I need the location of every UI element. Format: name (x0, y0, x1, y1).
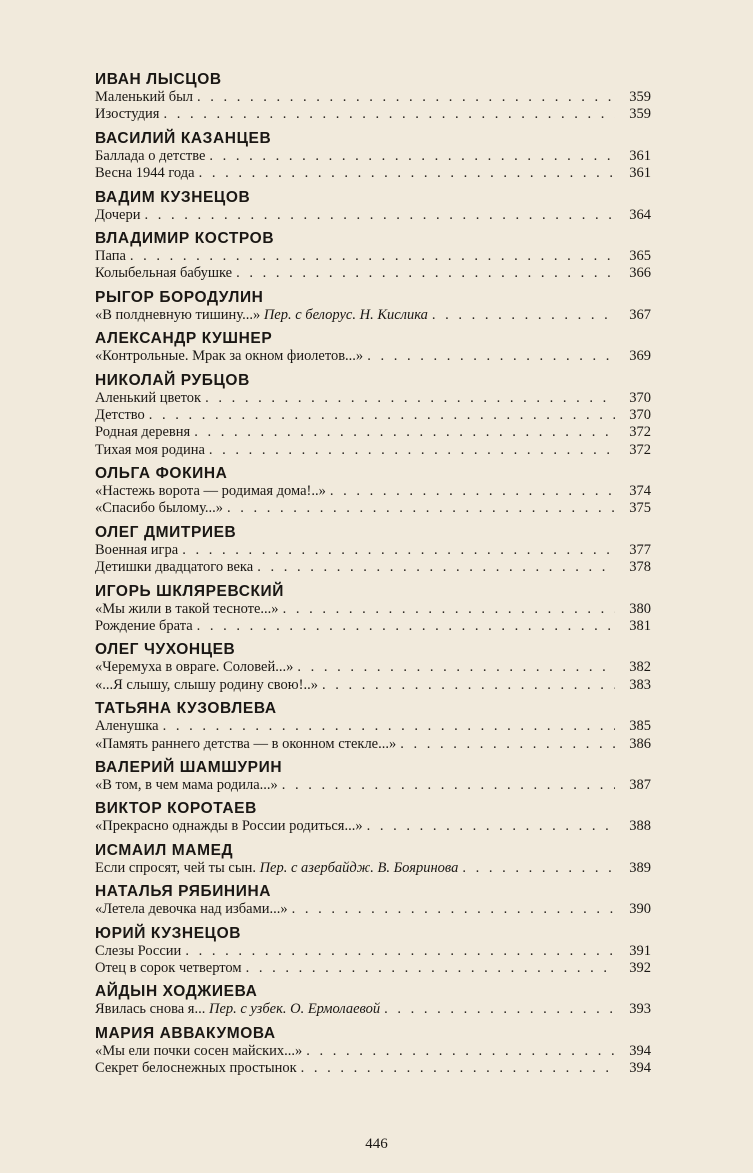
toc-entry[interactable] (95, 1060, 651, 1077)
entry-page-number: 359 (629, 106, 651, 123)
poem-title: Рождение брата (95, 618, 193, 635)
leader-dots (367, 348, 615, 365)
entry-page-number: 391 (629, 942, 651, 959)
entry-page-number: 378 (629, 559, 651, 576)
poem-title: Аленушка (95, 718, 159, 735)
toc-entry[interactable] (95, 718, 651, 735)
leader-dots (292, 901, 615, 918)
author-name: ИГОРЬ ШКЛЯРЕВСКИЙ (95, 582, 285, 600)
translator-credit: Пер. с узбек. О. Ермолаевой (208, 1001, 381, 1018)
entry-page-number: 386 (629, 735, 651, 752)
toc-entry[interactable] (95, 777, 651, 794)
poem-title: Маленький был (95, 89, 194, 105)
leader-dots (163, 106, 615, 123)
entry-title (95, 424, 190, 441)
entry-page-number: 387 (629, 776, 651, 793)
toc-entry[interactable] (95, 265, 651, 282)
author-name: НАТАЛЬЯ РЯБИНИНА (95, 883, 272, 901)
author-name: ЮРИЙ КУЗНЕЦОВ (95, 924, 242, 942)
entry-page-number: 382 (629, 659, 651, 676)
toc-entry[interactable] (95, 248, 651, 265)
poem-title: Детишки двадцатого века (95, 559, 254, 576)
poem-title: Баллада о детстве (95, 147, 206, 164)
poem-title: «Летела девочка над избами...» (95, 901, 288, 918)
leader-dots (257, 559, 615, 576)
author-name: ИВАН ЛЫСЦОВ (95, 71, 222, 88)
entry-title (95, 618, 193, 635)
leader-dots (205, 390, 615, 407)
entry-page-number: 361 (629, 165, 651, 182)
author-section (95, 758, 651, 794)
toc-entry[interactable] (95, 818, 651, 835)
entry-title (95, 442, 205, 459)
entry-title (95, 207, 141, 224)
author-section (95, 229, 651, 283)
toc-entry[interactable] (95, 736, 651, 753)
poem-title: Отец в сорок четвертом (95, 959, 242, 976)
entry-page-number: 383 (629, 676, 651, 693)
author-name: АЙДЫН ХОДЖИЕВА (95, 983, 258, 1001)
entry-page-number: 394 (629, 1042, 651, 1059)
entry-page-number: 394 (629, 1060, 651, 1077)
leader-dots (130, 248, 615, 265)
entry-title (95, 559, 253, 576)
author-name: ТАТЬЯНА КУЗОВЛЕВА (95, 700, 277, 718)
toc-entry[interactable] (95, 165, 651, 182)
leader-dots (306, 1043, 615, 1060)
leader-dots (145, 207, 615, 224)
poem-title: Весна 1944 года (95, 165, 195, 182)
entry-title (95, 348, 363, 365)
poem-title: Родная деревня (95, 424, 191, 441)
toc-entry[interactable] (95, 148, 651, 165)
poem-title: «Мы жили в такой тесноте...» (95, 600, 279, 617)
leader-dots (283, 601, 615, 618)
entry-title (95, 106, 159, 123)
author-name: ВАСИЛИЙ КАЗАНЦЕВ (95, 129, 272, 147)
entry-page-number: 372 (629, 424, 651, 441)
poem-title: «Память раннего детства — в оконном стекле...» (95, 735, 397, 752)
leader-dots (194, 424, 615, 441)
entry-page-number: 364 (629, 206, 651, 223)
entry-page-number: 390 (629, 901, 651, 918)
toc-entry[interactable] (95, 960, 651, 977)
author-section (95, 371, 651, 460)
entry-page-number: 389 (629, 859, 651, 876)
entry-title (95, 860, 458, 877)
author-section (95, 464, 651, 518)
leader-dots (149, 407, 615, 424)
entry-title (95, 901, 288, 918)
entry-title (95, 1043, 302, 1060)
toc-entry[interactable] (95, 424, 651, 441)
toc-entry[interactable] (95, 559, 651, 576)
entry-page-number: 374 (629, 483, 651, 500)
leader-dots (297, 659, 615, 676)
poem-title: «Контрольные. Мрак за окном фиолетов...» (95, 348, 364, 365)
entry-page-number: 366 (629, 265, 651, 282)
entry-page-number: 380 (629, 600, 651, 617)
entry-page-number: 393 (629, 1001, 651, 1018)
toc-entry[interactable] (95, 1001, 651, 1018)
toc-entry[interactable] (95, 1043, 651, 1060)
leader-dots (199, 165, 615, 182)
page-number: 446 (365, 1136, 388, 1152)
toc-entry[interactable] (95, 390, 651, 407)
leader-dots (197, 89, 615, 106)
poem-title: «...Я слышу, слышу родину свою!..» (95, 676, 318, 693)
author-name: МАРИЯ АВВАКУМОВА (95, 1024, 276, 1042)
poem-title: Явилась снова я... (95, 1001, 206, 1018)
entry-title (95, 483, 326, 500)
leader-dots (432, 307, 615, 324)
toc-entry[interactable] (95, 307, 651, 324)
entry-page-number: 365 (629, 247, 651, 264)
poem-title: «Прекрасно однажды в России родиться...» (95, 818, 363, 835)
leader-dots (236, 265, 615, 282)
toc-entry[interactable] (95, 601, 651, 618)
toc-entry[interactable] (95, 943, 651, 960)
toc-entry[interactable] (95, 106, 651, 123)
author-name: НИКОЛАЙ РУБЦОВ (95, 371, 250, 389)
entry-title (95, 390, 201, 407)
entry-page-number: 370 (629, 406, 651, 423)
toc-entry[interactable] (95, 407, 651, 424)
author-section (95, 841, 651, 877)
author-name: ИСМАИЛ МАМЕД (95, 841, 234, 859)
entry-page-number: 385 (629, 718, 651, 735)
leader-dots (182, 542, 615, 559)
author-section (95, 188, 651, 224)
author-name: АЛЕКСАНДР КУШНЕР (95, 330, 273, 348)
author-section (95, 699, 651, 753)
leader-dots (246, 960, 615, 977)
entry-title (95, 943, 181, 960)
author-name: ОЛЕГ ДМИТРИЕВ (95, 523, 237, 541)
poem-title: Военная игра (95, 541, 179, 558)
entry-title (95, 677, 318, 694)
author-name: ОЛЬГА ФОКИНА (95, 465, 228, 483)
entry-title (95, 89, 193, 106)
toc-entry[interactable] (95, 89, 651, 106)
entry-title (95, 307, 428, 324)
author-section (95, 129, 651, 183)
author-section (95, 523, 651, 577)
leader-dots (462, 860, 615, 877)
poem-title: Детство (95, 406, 145, 423)
author-section (95, 70, 651, 124)
toc-entry[interactable] (95, 348, 651, 365)
entry-page-number: 361 (629, 147, 651, 164)
entry-page-number: 369 (629, 348, 651, 365)
leader-dots (322, 677, 615, 694)
translator-credit: Пер. с азербайдж. В. Бояринова (259, 859, 459, 876)
leader-dots (227, 500, 615, 517)
entry-page-number: 367 (629, 306, 651, 323)
entry-title (95, 718, 159, 735)
author-name: ВАДИМ КУЗНЕЦОВ (95, 188, 251, 206)
toc-entry[interactable] (95, 500, 651, 517)
translator-credit: Пер. с белорус. Н. Кислика (263, 306, 428, 323)
poem-title: Дочери (95, 206, 141, 223)
author-section (95, 329, 651, 365)
poem-title: «В полдневную тишину...» (95, 306, 261, 323)
leader-dots (163, 718, 615, 735)
poem-title: Секрет белоснежных простынок (95, 1060, 297, 1077)
author-section (95, 640, 651, 694)
poem-title: Колыбельная бабушке (95, 265, 233, 282)
poem-title: «Настежь ворота — родимая дома!..» (95, 483, 326, 500)
poem-title: Слезы России (95, 942, 182, 959)
leader-dots (367, 818, 615, 835)
author-name: ВИКТОР КОРОТАЕВ (95, 800, 257, 818)
author-section (95, 799, 651, 835)
entry-title (95, 736, 396, 753)
toc-entry[interactable] (95, 483, 651, 500)
poem-title: «Спасибо былому...» (95, 500, 223, 517)
leader-dots (301, 1060, 615, 1077)
entry-title (95, 960, 242, 977)
entry-page-number: 381 (629, 618, 651, 635)
poem-title: «В том, в чем мама родила...» (95, 776, 278, 793)
entry-title (95, 1001, 380, 1018)
leader-dots (282, 777, 615, 794)
author-section (95, 1024, 651, 1078)
leader-dots (330, 483, 615, 500)
entry-page-number: 359 (629, 89, 651, 105)
entry-page-number: 392 (629, 959, 651, 976)
author-name: ВАЛЕРИЙ ШАМШУРИН (95, 758, 283, 776)
toc-entry[interactable] (95, 901, 651, 918)
leader-dots (209, 442, 615, 459)
author-section (95, 582, 651, 636)
poem-title: Изостудия (95, 106, 160, 123)
entry-title (95, 248, 126, 265)
toc-entry[interactable] (95, 860, 651, 877)
poem-title: Аленький цветок (95, 389, 202, 406)
author-section (95, 924, 651, 978)
entry-page-number: 375 (629, 500, 651, 517)
author-name: ВЛАДИМИР КОСТРОВ (95, 229, 275, 247)
entry-page-number: 388 (629, 818, 651, 835)
poem-title: Тихая моя родина (95, 441, 205, 458)
leader-dots (384, 1001, 615, 1018)
entry-title (95, 165, 195, 182)
entry-title (95, 542, 178, 559)
leader-dots (400, 736, 615, 753)
leader-dots (209, 148, 615, 165)
entry-title (95, 265, 232, 282)
entry-title (95, 601, 279, 618)
poem-title: Папа (95, 247, 126, 264)
author-section (95, 982, 651, 1018)
toc-entry[interactable] (95, 659, 651, 676)
toc-entry[interactable] (95, 677, 651, 694)
toc-entry[interactable] (95, 542, 651, 559)
entry-title (95, 818, 363, 835)
leader-dots (185, 943, 615, 960)
entry-page-number: 372 (629, 441, 651, 458)
entry-page-number: 370 (629, 389, 651, 406)
entry-title (95, 1060, 297, 1077)
entry-title (95, 407, 145, 424)
author-name: РЫГОР БОРОДУЛИН (95, 288, 264, 306)
poem-title: «Черемуха в овраге. Соловей...» (95, 659, 294, 676)
leader-dots (197, 618, 615, 635)
table-of-contents (95, 70, 651, 1083)
poem-title: Если спросят, чей ты сын. (95, 859, 256, 876)
entry-title (95, 148, 205, 165)
entry-page-number: 377 (629, 541, 651, 558)
entry-title (95, 500, 223, 517)
entry-title (95, 777, 278, 794)
author-name: ОЛЕГ ЧУХОНЦЕВ (95, 641, 236, 659)
entry-title (95, 659, 293, 676)
poem-title: «Мы ели почки сосен майских...» (95, 1042, 303, 1059)
toc-entry[interactable] (95, 207, 651, 224)
author-section (95, 288, 651, 324)
toc-entry[interactable] (95, 618, 651, 635)
author-section (95, 882, 651, 918)
toc-entry[interactable] (95, 442, 651, 459)
